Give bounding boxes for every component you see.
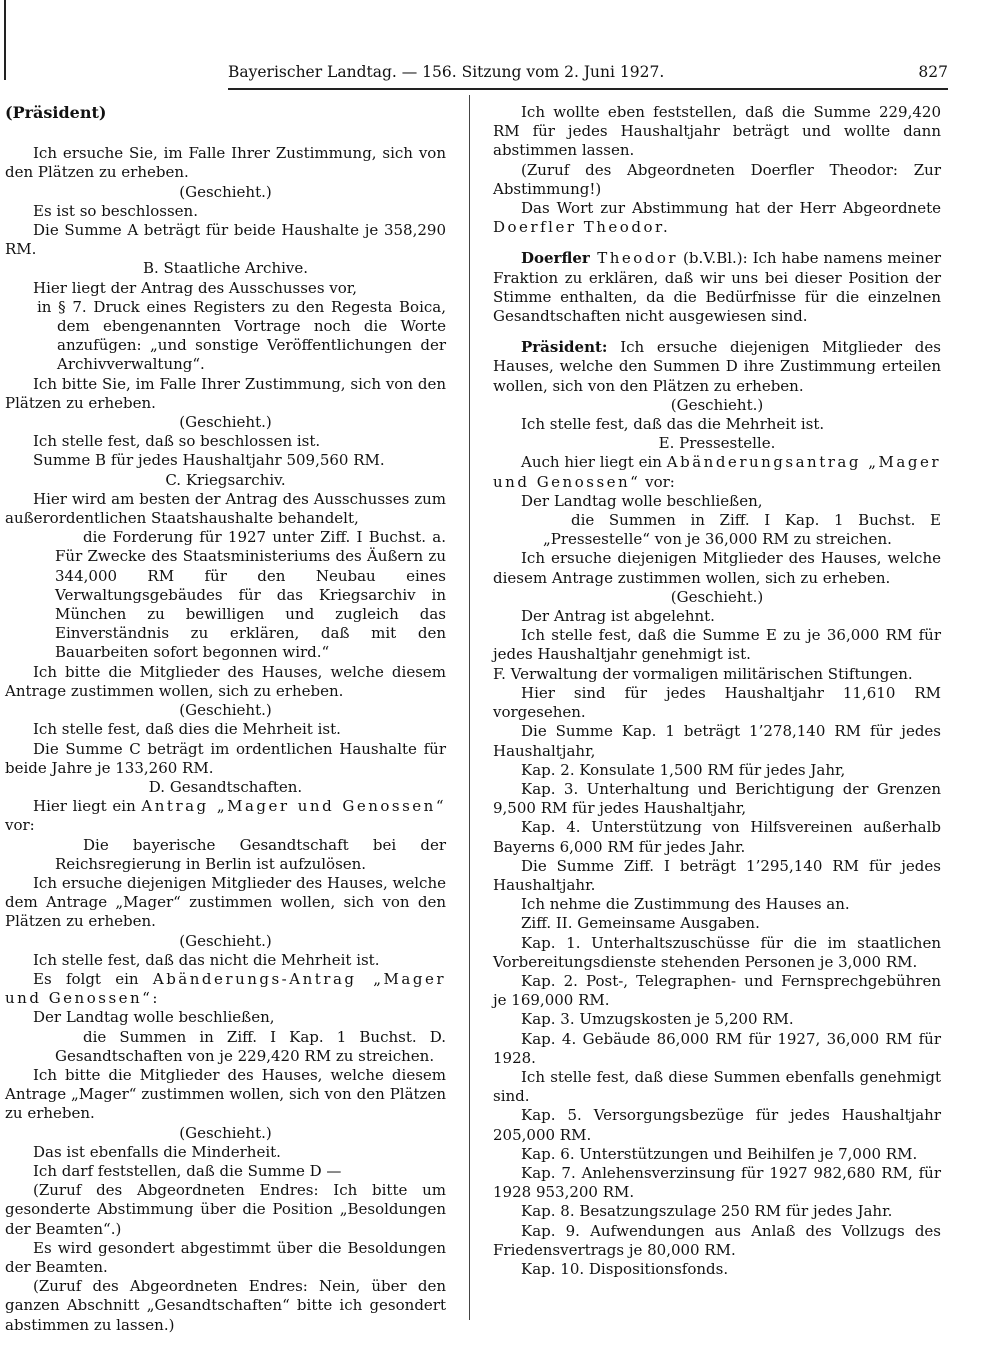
motion-text: die Summen in Ziff. I Kap. 1 Buchst. D. Gesandtschaften von je 229,420 RM zu streichen. (55, 1027, 446, 1065)
section-heading: C. Kriegsarchiv. (165, 470, 286, 489)
paragraph: Die Summe Kap. 1 beträgt 1’278,140 RM für jedes Haushaltjahr, (493, 722, 941, 760)
left-column (5, 103, 446, 1335)
budget-item: Kap. 3. Umzugskosten je 5,200 RM. (521, 1010, 794, 1029)
stage-direction: (Geschieht.) (179, 931, 272, 950)
paragraph: Summe B für jedes Haushaltjahr 509,560 RM. (33, 451, 385, 470)
speech: Doerfler Theodor (b.V.Bl.): Ich habe namens meiner Fraktion zu erklären, daß wir uns bei dieser Position der Stimme enthalten, da die Bedürfnisse für die einzelnen Gesandtschaften nicht ausgewiesen sind. (493, 249, 941, 326)
motion-title: Antrag „Mager und Genossen“ (141, 797, 447, 816)
speaker-name: Doerfler (521, 249, 590, 268)
paragraph: Ich wollte eben feststellen, daß die Summe 229,420 RM für jedes Haushaltjahr beträgt und wollte dann abstimmen lassen. (493, 103, 941, 160)
paragraph: Die Summe A beträgt für beide Haushalte je 358,290 RM. (5, 221, 446, 259)
interjection: (Zuruf des Abgeordneten Doerfler Theodor: Zur Abstimmung!) (493, 160, 941, 198)
paragraph: Die Summe C beträgt im ordentlichen Haushalte für beide Jahre je 133,260 RM. (5, 739, 446, 777)
section-heading: E. Pressestelle. (658, 434, 776, 453)
paragraph: Ich stelle fest, daß das nicht die Mehrheit ist. (33, 950, 380, 969)
paragraph: Ich stelle fest, daß so beschlossen ist. (33, 432, 321, 451)
page-number: 827 (918, 63, 948, 81)
column-divider (469, 95, 470, 1320)
stage-direction: (Geschieht.) (179, 1123, 272, 1142)
motion-text: Die bayerische Gesandtschaft bei der Reichsregierung in Berlin ist aufzulösen. (55, 835, 446, 873)
paragraph: Ich stelle fest, daß das die Mehrheit ist. (521, 415, 825, 434)
budget-item: Kap. 5. Versorgungsbezüge für jedes Haushaltjahr 205,000 RM. (493, 1106, 941, 1144)
paragraph: Hier liegt ein Antrag „Mager und Genossen“ vor: (5, 797, 447, 835)
interjection: (Zuruf des Abgeordneten Endres: Nein, über den ganzen Abschnitt „Gesandtschaften“ bitte ich gesondert abstimmen zu lassen.) (5, 1277, 446, 1334)
paragraph: Das Wort zur Abstimmung hat der Herr Abgeordnete Doerfler Theodor. (493, 199, 941, 237)
paragraph: Der Landtag wolle beschließen, (521, 491, 763, 510)
budget-item: Kap. 3. Unterhaltung und Berichtigung der Grenzen 9,500 RM für jedes Haushaltjahr, (493, 779, 941, 818)
paragraph: Ich ersuche Sie, im Falle Ihrer Zustimmung, sich von den Plätzen zu erheben. (5, 144, 446, 182)
stage-direction: (Geschieht.) (179, 182, 272, 201)
section-heading: Ziff. II. Gemeinsame Ausgaben. (521, 914, 760, 933)
stage-direction: (Geschieht.) (670, 395, 764, 414)
budget-item: Kap. 8. Besatzungszulage 250 RM für jedes Jahr. (521, 1202, 893, 1221)
speaker-name: Präsident: (521, 338, 608, 357)
motion-text: die Forderung für 1927 unter Ziff. I Buchst. a. Für Zwecke des Staatsministeriums des Äußern zu 344,000 RM für den Neubau eines Verwaltungsgebäudes für das Kriegsarchiv in München zu bewilligen und zugleich das Einverständnis zu erklären, daß mit den Bauarbeiten sofort begonnen wird.“ (55, 528, 446, 662)
paragraph: Hier liegt der Antrag des Ausschusses vor, (33, 278, 358, 297)
paragraph: Ich darf feststellen, daß die Summe D — (33, 1161, 342, 1180)
motion-text: die Summen in Ziff. I Kap. 1 Buchst. E „Pressestelle“ von je 36,000 RM zu streichen. (543, 511, 941, 549)
motion-title: Abänderungs-Antrag „Mager und Genossen“ (5, 969, 447, 1008)
paragraph: Ich stelle fest, daß die Summe E zu je 36,000 RM für jedes Haushaltjahr genehmigt ist. (493, 626, 941, 664)
budget-item: Kap. 4. Unterstützung von Hilfsvereinen außerhalb Bayerns 6,000 RM für jedes Jahr. (493, 818, 941, 856)
paragraph: Die Summe Ziff. I beträgt 1’295,140 RM für jedes Haushaltjahr. (493, 856, 941, 894)
paragraph: Das ist ebenfalls die Minderheit. (33, 1142, 281, 1161)
paragraph: Auch hier liegt ein Abänderungsantrag „Mager und Genossen“ vor: (493, 453, 941, 491)
budget-item: Kap. 2. Post-, Telegraphen- und Fernsprechgebühren je 169,000 RM. (493, 971, 941, 1010)
budget-item: Kap. 2. Konsulate 1,500 RM für jedes Jahr, (521, 760, 846, 779)
section-heading: F. Verwaltung der vormaligen militärischen Stiftungen. (493, 664, 913, 683)
motion-title: Abänderungsantrag „Mager und Genossen“ (493, 453, 941, 491)
motion-text: in § 7. Druck eines Registers zu den Regesta Boica, dem ebengenannten Vortrage noch die Worte anzufügen: „und sonstige Veröffentlichungen der Archivverwaltung“. (37, 297, 446, 374)
paragraph: Ich bitte die Mitglieder des Hauses, welche diesem Antrage „Mager“ zustimmen wollen, sich von den Plätzen zu erheben. (5, 1065, 446, 1123)
paragraph: Ich stelle fest, daß diese Summen ebenfalls genehmigt sind. (493, 1067, 941, 1106)
header-rule (228, 88, 948, 90)
section-heading: D. Gesandtschaften. (148, 777, 303, 796)
paragraph: Hier sind für jedes Haushaltjahr 11,610 RM vorgesehen. (493, 683, 941, 722)
running-title: Bayerischer Landtag. — 156. Sitzung vom 2. Juni 1927. (228, 63, 665, 81)
page-edge-rule (4, 0, 6, 80)
paragraph: Ich bitte Sie, im Falle Ihrer Zustimmung, sich von den Plätzen zu erheben. (5, 374, 446, 412)
paragraph: Ich stelle fest, daß dies die Mehrheit ist. (33, 720, 341, 739)
stage-direction: (Geschieht.) (670, 587, 764, 606)
budget-item: Kap. 7. Anlehensverzinsung für 1927 982,680 RM, für 1928 953,200 RM. (493, 1163, 941, 1202)
paragraph: Ich ersuche diejenigen Mitglieder des Hauses, welche dem Antrage „Mager“ zustimmen wollen, sich von den Plätzen zu erheben. (5, 873, 446, 931)
budget-item: Kap. 6. Unterstützungen und Beihilfen je 7,000 RM. (521, 1144, 918, 1163)
section-heading: B. Staatliche Archive. (142, 259, 309, 278)
stage-direction: (Geschieht.) (179, 413, 272, 432)
interjection: (Zuruf des Abgeordneten Endres: Ich bitte um gesonderte Abstimmung über die Position „Besoldungen der Beamten“.) (5, 1181, 446, 1238)
speaker-role: (Präsident) (5, 103, 107, 122)
paragraph: Es ist so beschlossen. (33, 201, 198, 220)
budget-item: Kap. 10. Dispositionsfonds. (521, 1259, 729, 1278)
paragraph: Ich bitte die Mitglieder des Hauses, welche diesem Antrage zustimmen wollen, sich zu erheben. (5, 662, 446, 700)
paragraph: Ich nehme die Zustimmung des Hauses an. (521, 895, 850, 914)
paragraph: Hier wird am besten der Antrag des Ausschusses zum außerordentlichen Staatshaushalte behandelt, (5, 489, 446, 528)
budget-item: Kap. 1. Unterhaltszuschüsse für die im staatlichen Vorbereitungsdienste stehenden Personen je 3,000 RM. (493, 933, 941, 971)
paragraph: Es folgt ein Abänderungs-Antrag „Mager und Genossen“: (5, 969, 447, 1008)
paragraph: Der Landtag wolle beschließen, (33, 1008, 275, 1027)
paragraph: Es wird gesondert abgestimmt über die Besoldungen der Beamten. (5, 1238, 446, 1276)
budget-item: Kap. 9. Aufwendungen aus Anlaß des Vollzugs des Friedensvertrags je 80,000 RM. (493, 1221, 941, 1259)
paragraph: Ich ersuche diejenigen Mitglieder des Hauses, welche diesem Antrage zustimmen wollen, sich zu erheben. (493, 549, 941, 587)
speaker-name: Doerfler Theodor. (493, 218, 671, 237)
speech: Präsident: Ich ersuche diejenigen Mitglieder des Hauses, welche den Summen D ihre Zustimmung erteilen wollen, sich von den Plätzen zu erheben. (493, 338, 941, 395)
budget-item: Kap. 4. Gebäude 86,000 RM für 1927, 36,000 RM für 1928. (493, 1029, 941, 1067)
stage-direction: (Geschieht.) (179, 701, 272, 720)
paragraph: Der Antrag ist abgelehnt. (521, 607, 715, 626)
right-column (493, 103, 941, 1279)
